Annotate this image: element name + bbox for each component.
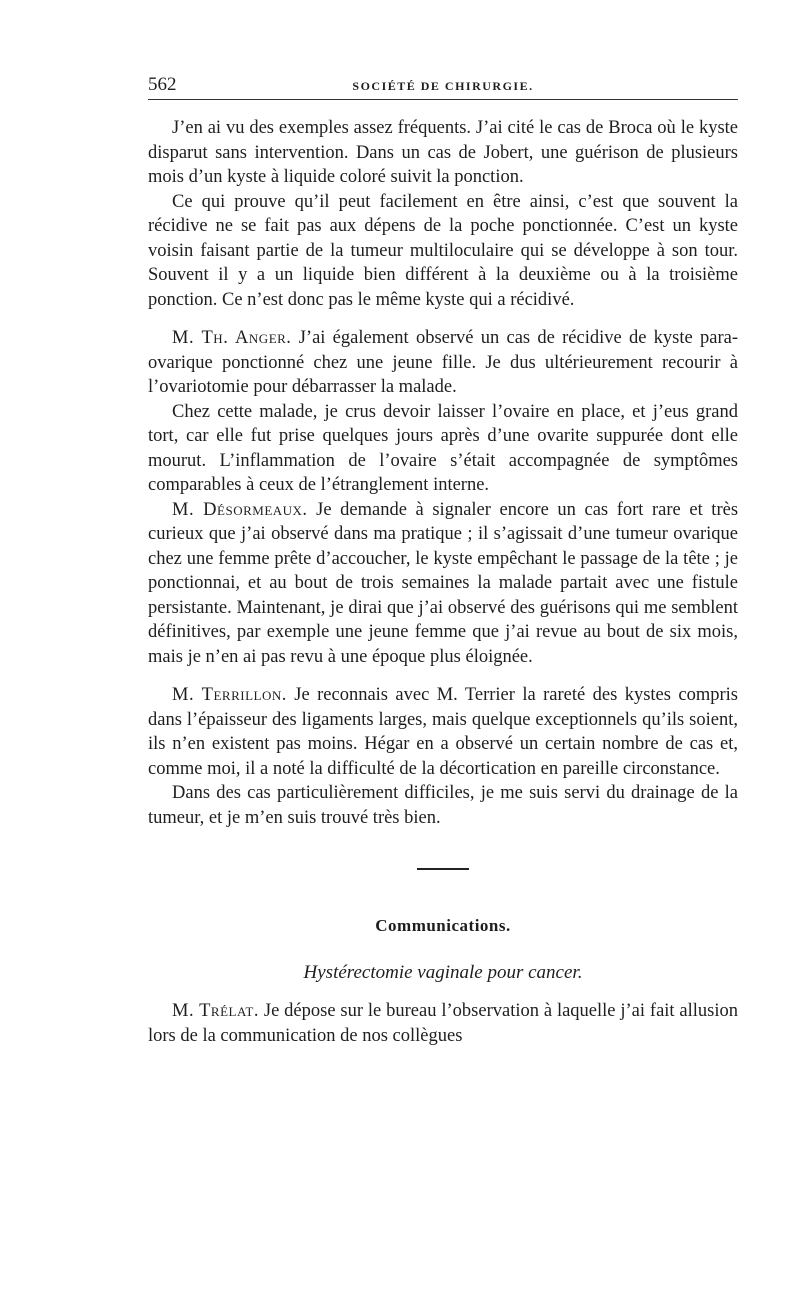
header-rule [148, 99, 738, 100]
page-header [148, 74, 738, 98]
paragraph-text: Je demande à signaler encore un cas fort rare et très curieux que j’ai observé dans ma pratique ; il s’agissait d’une tumeur ovarique chez une femme prête d’accoucher, le kyste empêchant le passage de la tête ; je ponctionnai, et au bout de trois semaines la malade partait avec une fistule persistante. Maintenant, je dirai que j’ai observé des guérisons qui me semblent définitives, par exemple une jeune femme que j’ai revue au bout de six mois, mais je n’en ai pas revu à une époque plus éloignée. [148, 499, 739, 667]
paragraph [148, 498, 738, 670]
paragraph-text: Je dépose sur le bureau l’observation à laquelle j’ai fait allusion lors de la communication de nos collègues [148, 1001, 739, 1046]
paragraph-text: J’en ai vu des exemples assez fréquents. J’ai cité le cas de Broca où le kyste disparut sans intervention. Dans un cas de Jobert, une guérison de plusieurs mois d’un kyste à liquide coloré suivit la ponction. [148, 118, 738, 187]
subsection-heading: Hystérectomie vaginale pour cancer. [303, 961, 583, 983]
paragraph [148, 781, 738, 830]
speaker-name: M. Désormeaux. [172, 499, 308, 520]
body-text [148, 116, 738, 1048]
section-divider [417, 868, 469, 870]
paragraph [148, 683, 738, 781]
paragraph [148, 190, 738, 313]
paragraph-text: Chez cette malade, je crus devoir laisser l’ovaire en place, et j’eus grand tort, car elle fut prise quelques jours après d’une ovarite suppurée dont elle mourut. L’inflammation de l’ovaire s’était accompagnée de symptômes comparables à ceux de l’étranglement interne. [148, 401, 738, 495]
paragraph [148, 116, 738, 190]
speaker-name: M. Terrillon. [172, 685, 287, 705]
paragraph-text: J’ai également observé un cas de récidive de kyste para-ovarique ponctionné chez une jeune fille. Je dus ultérieurement recourir à l’ovariotomie pour débarrasser la malade. [148, 328, 738, 397]
speaker-name: M. Trélat. [172, 1001, 259, 1021]
paragraph-text: Dans des cas particulièrement difficiles, je me suis servi du drainage de la tumeur, et je m’en suis trouvé très bien. [148, 783, 738, 828]
page-number: 562 [148, 74, 177, 95]
paragraph [148, 326, 738, 400]
paragraph-text: Je reconnais avec M. Terrier la rareté des kystes compris dans l’épaisseur des ligaments larges, mais quelque exceptionnels qu’ils soient, ils n’en existent pas moins. Hégar en a observé un certain nombre de cas et, comme moi, il a noté la difficulté de la décortication en pareille circonstance. [148, 685, 738, 779]
paragraph [148, 400, 738, 498]
speaker-name: M. Th. Anger. [172, 328, 292, 348]
running-head: SOCIÉTÉ DE CHIRURGIE. [352, 79, 534, 93]
paragraph-text: Ce qui prouve qu’il peut facilement en être ainsi, c’est que souvent la récidive ne se fait pas aux dépens de la poche ponctionnée. C’est un kyste voisin faisant partie de la tumeur multiloculaire qui se développe à son tour. Souvent il y a un liquide bien différent à la deuxième ou à la troisième ponction. Ce n’est donc pas le même kyste qui a récidivé. [148, 191, 738, 310]
paragraph [148, 999, 738, 1048]
section-heading: Communications. [375, 916, 511, 935]
